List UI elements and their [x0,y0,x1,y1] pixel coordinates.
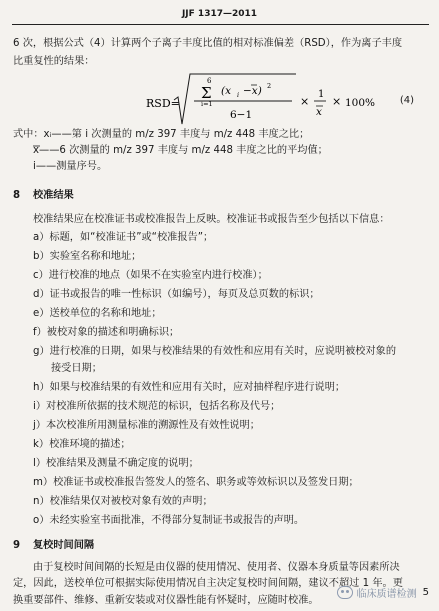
denominator: 6−1 [230,109,253,121]
section-8-item: b）实验室名称和地址； [33,251,142,262]
legend-line-1: 式中：xᵢ——第 i 次测量的 m/z 397 丰度与 m/z 448 丰度之比； [13,129,310,140]
section-9-title: 复校时间间隔 [33,540,95,551]
equation-number: (4) [399,95,414,106]
wechat-icon [337,586,353,599]
sum-upper-limit: 6 [207,77,212,85]
page-number: 5 [422,587,429,598]
sum-index: i=1 [201,100,213,108]
section-8-item: g）进行校准的日期，如果与校准结果的有效性和应用有关时，应说明被校对象的 [33,346,397,357]
section-9-number: 9 [13,540,21,551]
section-8-item: h）如果与校准结果的有效性和应用有关时，应对抽样程序进行说明； [33,382,346,393]
section-8-item: i）对校准所依据的技术规范的标识，包括名称及代号； [33,401,281,412]
section-9-line: 换重要部件、维修、重新安装或对仪器性能有怀疑时，应随时校准。 [13,595,319,606]
formula-graphic [0,0,439,140]
section-8-item: d）证书或报告的唯一性标识（如编号），每页及总页数的标识； [33,289,320,300]
legend-line-2: x——6 次测量的 m/z 397 丰度与 m/z 448 丰度之比的平均值； [33,145,328,156]
intro-line-2: 比重复性的结果： [13,56,95,67]
legend-line-3: i——测量序号。 [33,161,108,172]
section-8-item: m）校准证书或校准报告签发人的签名、职务或等效标识以及签发日期； [33,477,359,488]
section-8-item: o）未经实验室书面批准，不得部分复制证书或报告的声明。 [33,515,305,526]
section-8-item-continuation: 接受日期； [51,363,102,374]
times-sign-1: × [300,95,310,108]
term-sub-i: i [237,91,240,99]
section-8-item: j）本次校准所用测量标准的溯源性及有效性说明； [33,420,260,431]
watermark-text: 临床质谱检测 [356,589,417,600]
intro-line-1: 6 次，根据公式（4）计算两个子离子丰度比值的相对标准偏差（RSD），作为离子丰度 [13,38,403,49]
section-8-item: f）被校对象的描述和明确标识； [33,327,180,338]
section-8-intro: 校准结果应在校准证书或校准报告上反映。校准证书或报告至少包括以下信息： [33,214,390,225]
section-8-item: k）校准环境的描述； [33,439,131,450]
page-header: JJF 1317—2011 [181,9,258,19]
section-8-item: l）校准结果及测量不确定度的说明； [33,458,199,469]
section-9-line: 定，因此，送校单位可根据实际使用情况自主决定复校时间间隔，建议不超过 1 年。更 [13,578,403,589]
section-8-item: a）标题，如“校准证书”或“校准报告”； [33,232,214,243]
percent-value: 100% [345,97,376,109]
term-square: 2 [267,82,272,90]
section-8-title: 校准结果 [33,190,74,201]
sum-symbol: Σ [201,84,212,102]
section-8-item: c）进行校准的地点（如果不在实验室内进行校准）； [33,270,268,281]
frac-denominator: x [316,106,322,118]
watermark [337,585,429,600]
section-8-item: e）送校单位的名称和地址； [33,308,162,319]
legend-xbar-overline [33,144,41,148]
term-minus-xbar: −x) [243,85,262,97]
section-8-number: 8 [13,190,21,201]
section-8-item: n）校准结果仅对被校对象有效的声明； [33,496,213,507]
term-x: (x [221,85,232,97]
section-9-line: 由于复校时间间隔的长短是由仪器的使用情况、使用者、仪器本身质量等因素所决 [33,562,400,573]
frac-numerator: 1 [318,89,325,100]
formula-lhs: RSD= [146,97,180,110]
times-sign-2: × [332,95,342,108]
